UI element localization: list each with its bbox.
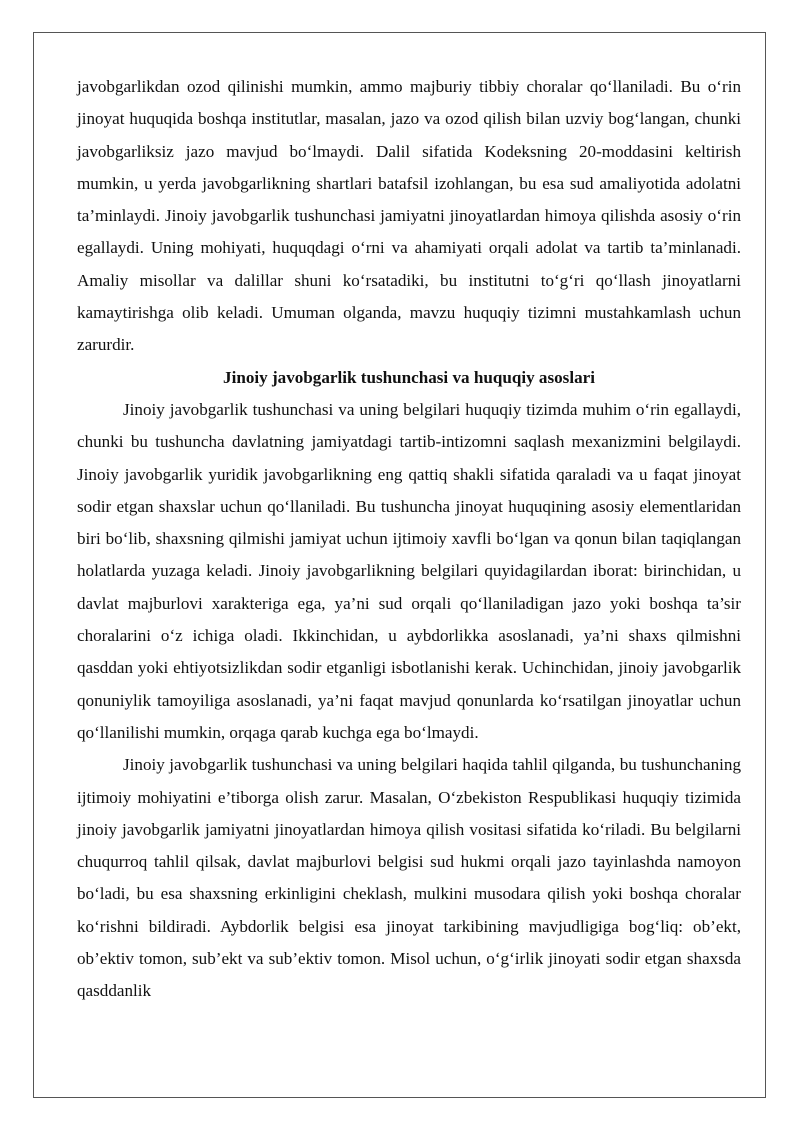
intro-paragraph: javobgarlikdan ozod qilinishi mumkin, ammo majburiy tibbiy choralar qo‘llaniladi. Bu o‘rin jinoyat huquqida boshqa institutlar, masalan, jazo va ozod qilish bilan uzviy bog‘langan, chunki javobgarliksiz jazo mavjud bo‘lmaydi. Dalil sifatida Kodeksning 20-moddasini keltirish mumkin, u yerda javobgarlikning shartlari batafsil izohlangan, bu esa sud amaliyotida adolatni ta’minlaydi. Jinoiy javobgarlik tushunchasi jamiyatni jinoyatlardan himoya qilishda asosiy o‘rin egallaydi. Uning mohiyati, huquqdagi o‘rni va ahamiyati orqali adolat va tartib ta’minlanadi. Amaliy misollar va dalillar shuni ko‘rsatadiki, bu institutni to‘g‘ri qo‘llash jinoyatlarni kamaytirishga olib keladi. Umuman olganda, mavzu huquqiy tizimni mustahkamlash uchun zarurdir. [77,77,741,355]
paragraph-1: Jinoiy javobgarlik tushunchasi va uning belgilari huquqiy tizimda muhim o‘rin egallaydi, chunki bu tushuncha davlatning jamiyatdagi tartib-intizomni saqlash mexanizmini belgilaydi. Jinoiy javobgarlik yuridik javobgarlikning eng qattiq shakli sifatida qaraladi va u faqat jinoyat sodir etgan shaxslar uchun qo‘llaniladi. Bu tushuncha jinoyat huquqining asosiy elementlaridan biri bo‘lib, shaxsning qilmishi jamiyat uchun ijtimoiy xavfli bo‘lgan va qonun bilan taqiqlangan holatlarda yuzaga keladi. Jinoiy javobgarlikning belgilari quyidagilardan iborat: birinchidan, u davlat majburlovi xarakteriga ega, ya’ni sud orqali qo‘llaniladigan jazo yoki boshqa ta’sir choralarini o‘z ichiga oladi. Ikkinchidan, u aybdorlikka asoslanadi, ya’ni shaxs qilmishni qasddan yoki ehtiyotsizlikdan sodir etganligi isbotlanishi kerak. Uchinchidan, jinoiy javobgarlik qonuniylik tamoyiliga asoslanadi, ya’ni faqat mavjud qonunlarda ko‘rsatilgan jinoyatlar uchun qo‘llanilishi mumkin, orqaga qarab kuchga ega bo‘lmaydi. [77,399,741,742]
section-heading: Jinoiy javobgarlik tushunchasi va huquqiy asoslari [223,367,595,387]
document-body [77,71,741,1008]
paragraph-2: Jinoiy javobgarlik tushunchasi va uning belgilari haqida tahlil qilganda, bu tushunchaning ijtimoiy mohiyatini e’tiborga olish zarur. Masalan, O‘zbekiston Respublikasi huquqiy tizimida jinoiy javobgarlik jamiyatni jinoyatlardan himoya qilish vositasi sifatida ko‘riladi. Bu belgilarni chuqurroq tahlil qilsak, davlat majburlovi belgisi sud hukmi orqali jazo tayinlashda namoyon bo‘ladi, bu esa shaxsning erkinligini cheklash, mulkini musodara qilish yoki boshqa choralar ko‘rishni bildiradi. Aybdorlik belgisi esa jinoyat tarkibining mavjudligiga bog‘liq: ob’ekt, ob’ektiv tomon, sub’ekt va sub’ektiv tomon. Misol uchun, o‘g‘irlik jinoyati sodir etgan shaxsda qasddanlik [77,755,741,1001]
